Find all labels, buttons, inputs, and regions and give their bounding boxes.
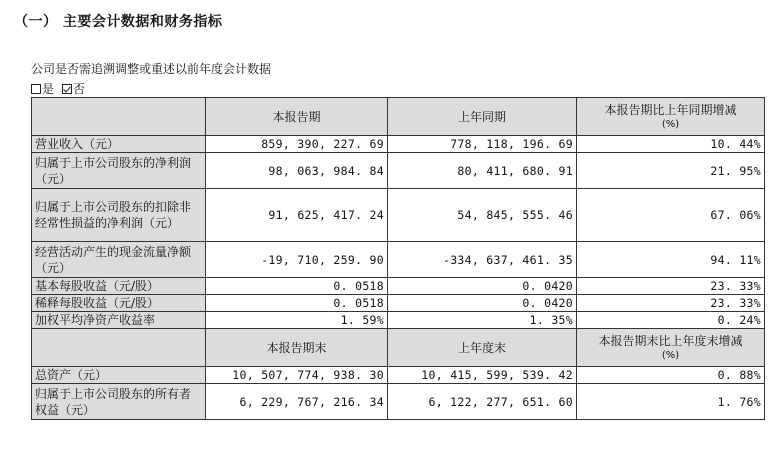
row-label: 稀释每股收益（元/股） — [32, 295, 206, 312]
cell-prior: 0. 0420 — [388, 278, 577, 295]
cell-prior: 778, 118, 196. 69 — [388, 136, 577, 153]
cell-prior: 80, 411, 680. 91 — [388, 153, 577, 189]
row-label: 加权平均净资产收益率 — [32, 312, 206, 329]
header-change-unit: (%) — [661, 349, 680, 361]
table-row — [32, 136, 765, 153]
section-title: （一） 主要会计数据和财务指标 — [14, 14, 223, 30]
cell-change: 67. 06% — [577, 189, 765, 242]
cell-current: 10, 507, 774, 938. 30 — [206, 367, 388, 384]
table-row — [32, 278, 765, 295]
row-label: 基本每股收益（元/股） — [32, 278, 206, 295]
cell-current: 6, 229, 767, 216. 34 — [206, 384, 388, 420]
cell-change: 1. 76% — [577, 384, 765, 420]
cell-change: 94. 11% — [577, 242, 765, 278]
cell-current: 91, 625, 417. 24 — [206, 189, 388, 242]
cell-prior: 1. 35% — [388, 312, 577, 329]
cell-current: 98, 063, 984. 84 — [206, 153, 388, 189]
cell-current: 0. 0518 — [206, 295, 388, 312]
header-prior-period: 上年同期 — [388, 98, 577, 136]
row-label: 归属于上市公司股东的所有者权益（元） — [32, 384, 206, 420]
cell-change: 10. 44% — [577, 136, 765, 153]
header-blank — [32, 98, 206, 136]
header-change-unit: (%) — [661, 118, 680, 130]
cell-prior: 10, 415, 599, 539. 42 — [388, 367, 577, 384]
header-current-period: 本报告期 — [206, 98, 388, 136]
cell-prior: 0. 0420 — [388, 295, 577, 312]
table-row — [32, 295, 765, 312]
row-label: 营业收入（元） — [32, 136, 206, 153]
table-row — [32, 384, 765, 420]
table-header-row — [32, 329, 765, 367]
option-no[interactable] — [62, 80, 85, 97]
checkbox-unchecked-icon[interactable] — [31, 84, 41, 94]
cell-change: 21. 95% — [577, 153, 765, 189]
table-row — [32, 153, 765, 189]
header-change-label: 本报告期比上年同期增减 — [604, 102, 737, 117]
restatement-question: 公司是否需追溯调整或重述以前年度会计数据 — [31, 62, 272, 76]
row-label: 总资产（元） — [32, 367, 206, 384]
restatement-options — [31, 80, 91, 97]
cell-prior: 6, 122, 277, 651. 60 — [388, 384, 577, 420]
table-row — [32, 189, 765, 242]
row-label: 经营活动产生的现金流量净额（元） — [32, 242, 206, 278]
cell-current: 1. 59% — [206, 312, 388, 329]
header-change — [577, 329, 765, 367]
header-blank — [32, 329, 206, 367]
cell-current: 859, 390, 227. 69 — [206, 136, 388, 153]
cell-change: 0. 24% — [577, 312, 765, 329]
header-change — [577, 98, 765, 136]
table-row — [32, 242, 765, 278]
cell-prior: 54, 845, 555. 46 — [388, 189, 577, 242]
row-label: 归属于上市公司股东的净利润（元） — [32, 153, 206, 189]
cell-current: 0. 0518 — [206, 278, 388, 295]
row-label: 归属于上市公司股东的扣除非经常性损益的净利润（元） — [32, 189, 206, 242]
header-change-label: 本报告期末比上年度末增减 — [598, 333, 743, 348]
cell-change: 23. 33% — [577, 278, 765, 295]
table-row — [32, 367, 765, 384]
cell-prior: -334, 637, 461. 35 — [388, 242, 577, 278]
checkbox-checked-icon[interactable] — [62, 84, 72, 94]
table-header-row — [32, 98, 765, 136]
option-yes[interactable] — [31, 80, 54, 97]
cell-current: -19, 710, 259. 90 — [206, 242, 388, 278]
option-no-label: 否 — [73, 82, 86, 96]
header-prior-year-end: 上年度末 — [388, 329, 577, 367]
cell-change: 23. 33% — [577, 295, 765, 312]
table-row — [32, 312, 765, 329]
financial-data-table — [31, 97, 765, 420]
option-yes-label: 是 — [42, 82, 55, 96]
cell-change: 0. 88% — [577, 367, 765, 384]
header-period-end: 本报告期末 — [206, 329, 388, 367]
